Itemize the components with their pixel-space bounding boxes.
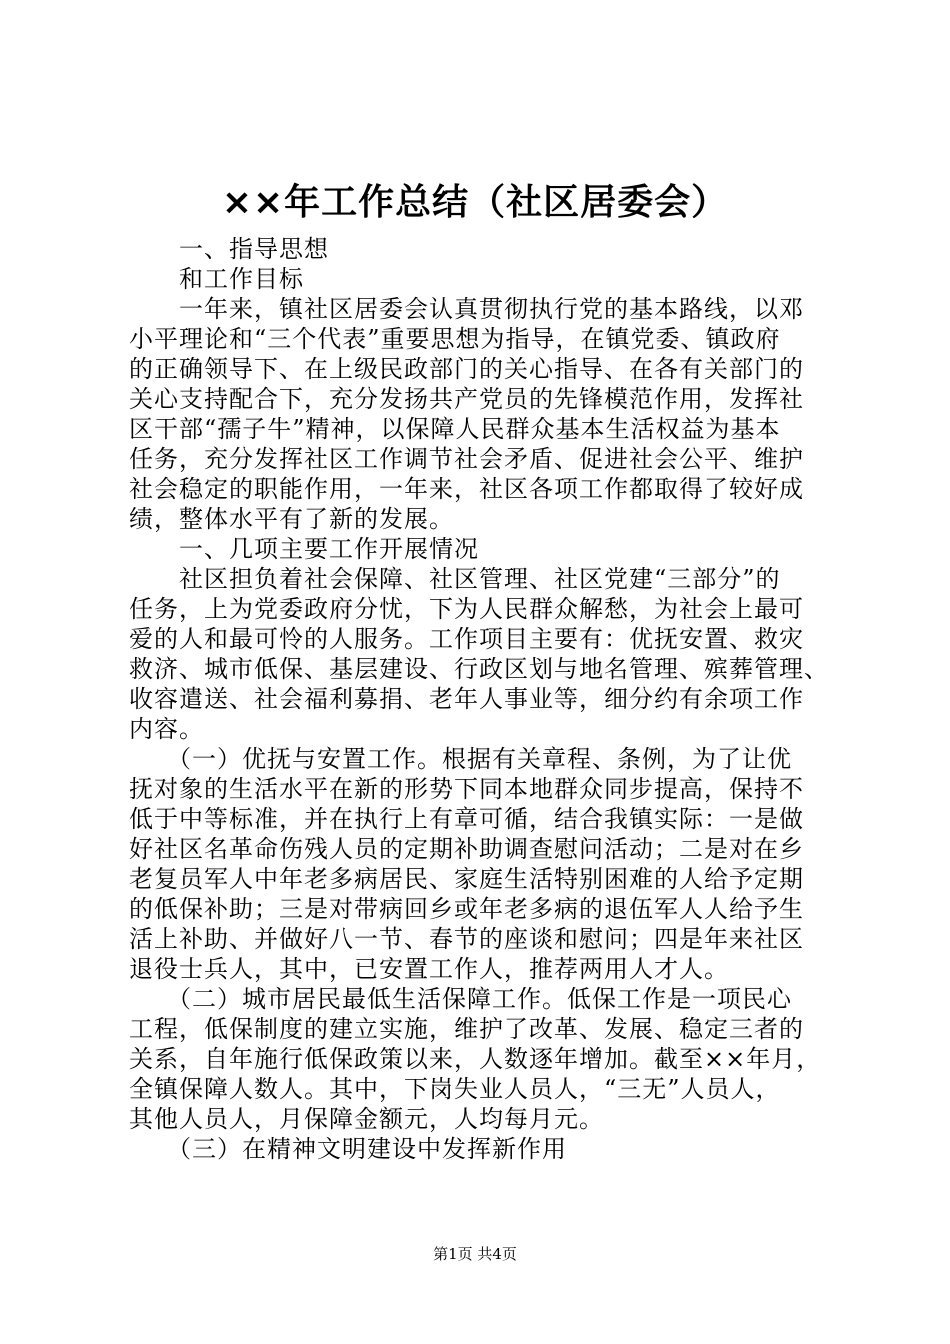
body-line: 一年来，镇社区居委会认真贯彻执行党的基本路线，以邓 bbox=[129, 295, 804, 323]
body-line: 的正确领导下、在上级民政部门的关心指导、在各有关部门的 bbox=[129, 355, 804, 383]
document-body bbox=[129, 234, 845, 1164]
body-line: 的低保补助；三是对带病回乡或年老多病的退伍军人人给予生 bbox=[129, 895, 804, 923]
body-line: 关心支持配合下，充分发扬共产党员的先锋模范作用，发挥社 bbox=[129, 385, 804, 413]
body-line: 工程，低保制度的建立实施，维护了改革、发展、稳定三者的 bbox=[129, 1015, 804, 1043]
body-line: 其他人员人，月保障金额元，人均每月元。 bbox=[129, 1105, 604, 1133]
body-line: （二）城市居民最低生活保障工作。低保工作是一项民心 bbox=[129, 985, 792, 1013]
page-number-footer: 第1页 共4页 bbox=[433, 1245, 517, 1263]
body-line: 社会稳定的职能作用，一年来，社区各项工作都取得了较好成 bbox=[129, 475, 804, 503]
body-line: 和工作目标 bbox=[129, 265, 304, 293]
body-line: 一、几项主要工作开展情况 bbox=[129, 535, 479, 563]
body-line: 全镇保障人数人。其中，下岗失业人员人，“三无”人员人， bbox=[129, 1075, 781, 1103]
body-line: 小平理论和“三个代表”重要思想为指导，在镇党委、镇政府 bbox=[129, 325, 781, 353]
body-line: 爱的人和最可怜的人服务。工作项目主要有：优抚安置、救灾 bbox=[129, 625, 804, 653]
document-title: ××年工作总结（社区居委会） bbox=[221, 182, 729, 223]
body-line: 活上补助、并做好八一节、春节的座谈和慰问；四是年来社区 bbox=[129, 925, 804, 953]
body-line: （一）优抚与安置工作。根据有关章程、条例，为了让优 bbox=[129, 745, 792, 773]
body-line: 社区担负着社会保障、社区管理、社区党建“三部分”的 bbox=[129, 565, 781, 593]
body-line: 救济、城市低保、基层建设、行政区划与地名管理、殡葬管理、 bbox=[129, 655, 829, 683]
body-line: （三）在精神文明建设中发挥新作用 bbox=[129, 1135, 567, 1163]
body-line: 内容。 bbox=[129, 715, 204, 743]
body-line: 一、指导思想 bbox=[129, 235, 329, 263]
body-line: 关系，自年施行低保政策以来，人数逐年增加。截至××年月， bbox=[129, 1045, 822, 1073]
body-line: 老复员军人中年老多病居民、家庭生活特别困难的人给予定期 bbox=[129, 865, 804, 893]
body-line: 任务，充分发挥社区工作调节社会矛盾、促进社会公平、维护 bbox=[129, 445, 804, 473]
body-line: 绩，整体水平有了新的发展。 bbox=[129, 505, 454, 533]
body-line: 低于中等标准，并在执行上有章可循，结合我镇实际：一是做 bbox=[129, 805, 804, 833]
body-line: 收容遣送、社会福利募捐、老年人事业等，细分约有余项工作 bbox=[129, 685, 804, 713]
body-line: 退役士兵人，其中，已安置工作人，推荐两用人才人。 bbox=[129, 955, 729, 983]
body-line: 任务，上为党委政府分忧，下为人民群众解愁，为社会上最可 bbox=[129, 595, 804, 623]
body-line: 抚对象的生活水平在新的形势下同本地群众同步提高，保持不 bbox=[129, 775, 804, 803]
body-line: 好社区名革命伤残人员的定期补助调查慰问活动；二是对在乡 bbox=[129, 835, 804, 863]
body-line: 区干部“孺子牛”精神，以保障人民群众基本生活权益为基本 bbox=[129, 415, 781, 443]
